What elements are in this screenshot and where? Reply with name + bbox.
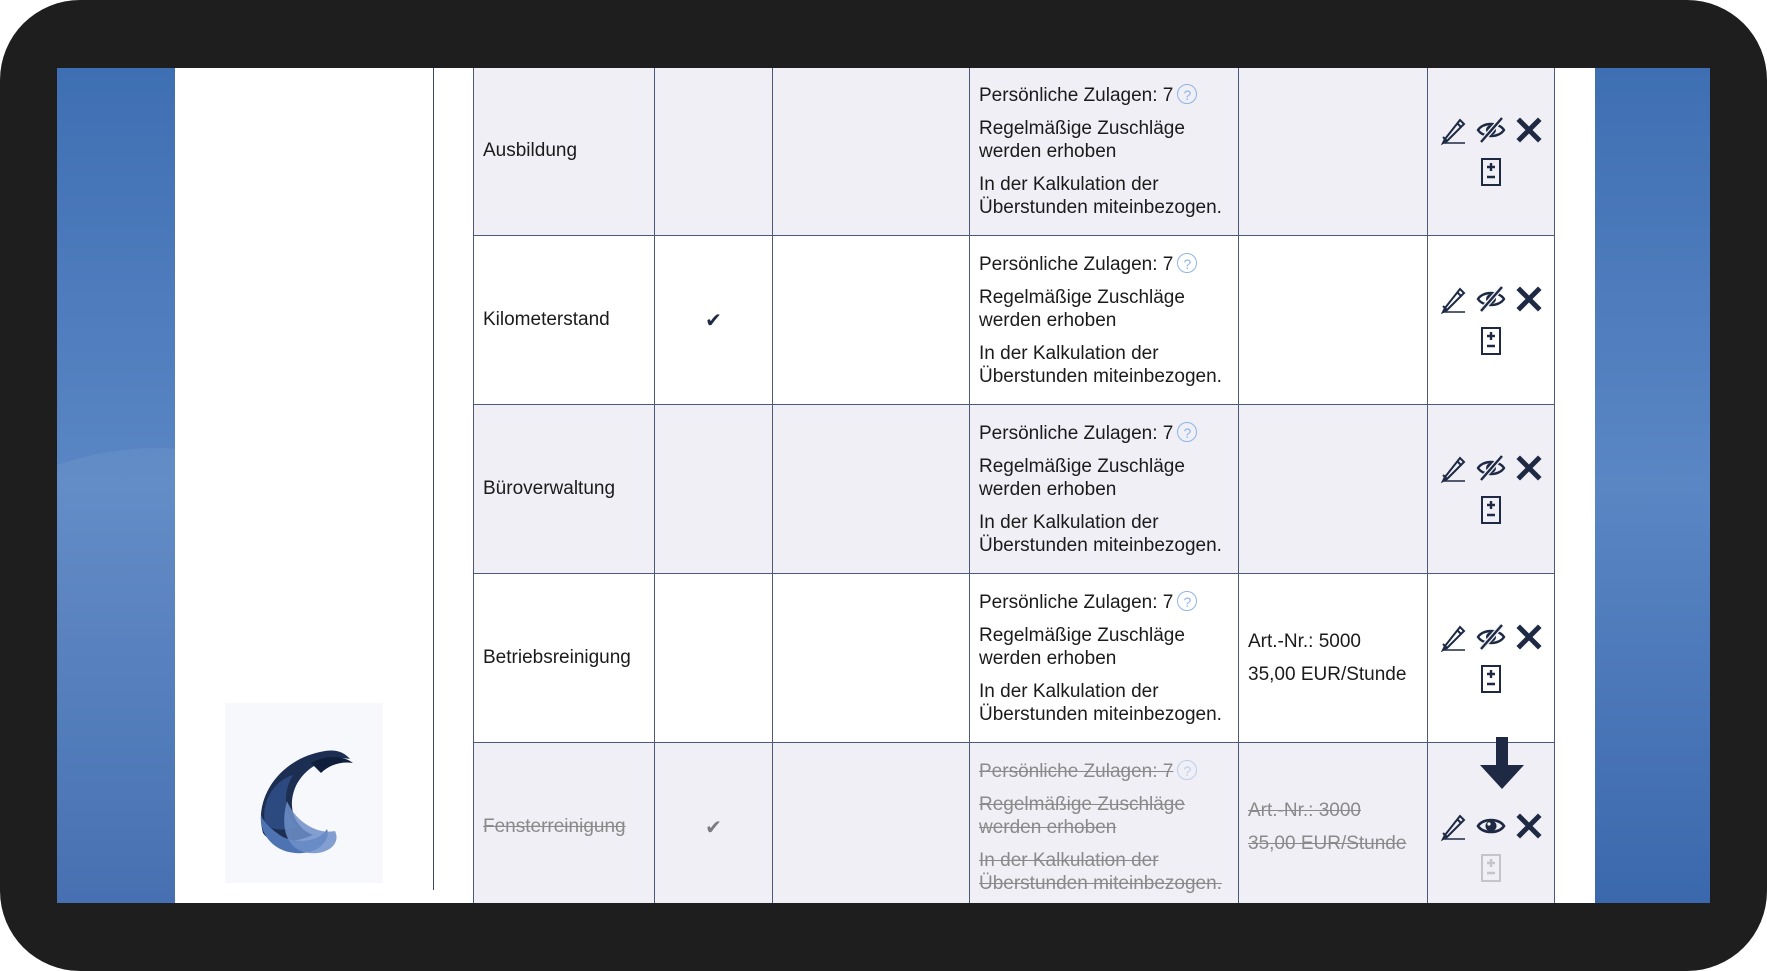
table-row (474, 405, 1555, 574)
checkmark-cell (655, 743, 773, 904)
empty-cell (773, 405, 970, 574)
checkmark-cell (655, 68, 773, 236)
help-icon[interactable]: ? (1177, 591, 1197, 611)
service-name: Ausbildung (483, 140, 578, 161)
eye-slash-icon[interactable] (1475, 621, 1507, 653)
help-icon[interactable]: ? (1177, 422, 1197, 442)
calculator-icon[interactable] (1475, 494, 1507, 526)
service-name: Kilometerstand (483, 309, 610, 330)
close-icon[interactable] (1513, 621, 1545, 653)
checkmark-icon: ✔ (705, 816, 722, 839)
empty-cell (773, 743, 970, 904)
actions-cell (1428, 405, 1555, 574)
info-allowance: Persönliche Zulagen: 7 ? (979, 591, 1229, 614)
info-cell (970, 405, 1239, 574)
service-name: Fensterreinigung (483, 816, 626, 837)
help-icon[interactable]: ? (1177, 84, 1197, 104)
service-name: Betriebsreinigung (483, 647, 631, 668)
info-surcharges: Regelmäßige Zuschläge werden erhoben (979, 286, 1185, 331)
empty-cell (773, 574, 970, 743)
info-allowance: Persönliche Zulagen: 7 ? (979, 760, 1229, 783)
eye-slash-icon[interactable] (1475, 452, 1507, 484)
close-icon[interactable] (1513, 810, 1545, 842)
pencil-icon[interactable] (1437, 283, 1469, 315)
info-overtime: In der Kalkulation der Überstunden miteinbezogen. (979, 342, 1222, 387)
article-price: 35,00 EUR/Stunde (1248, 833, 1407, 854)
info-surcharges: Regelmäßige Zuschläge werden erhoben (979, 624, 1185, 669)
service-name-cell (474, 743, 655, 904)
service-name-cell (474, 405, 655, 574)
eye-slash-icon[interactable] (1475, 114, 1507, 146)
table-row (474, 68, 1555, 236)
close-icon[interactable] (1513, 114, 1545, 146)
empty-cell (773, 236, 970, 405)
company-logo (225, 703, 383, 883)
eye-icon[interactable] (1475, 810, 1507, 842)
checkmark-cell (655, 405, 773, 574)
article-cell (1239, 236, 1428, 405)
table-row (474, 236, 1555, 405)
info-overtime: In der Kalkulation der Überstunden miteinbezogen. (979, 511, 1222, 556)
article-cell (1239, 405, 1428, 574)
actions-cell (1428, 236, 1555, 405)
service-name-cell (474, 236, 655, 405)
service-table (473, 68, 1555, 903)
desktop-background (57, 68, 1710, 903)
close-icon[interactable] (1513, 452, 1545, 484)
article-cell (1239, 743, 1428, 904)
actions-cell (1428, 743, 1555, 904)
article-number: Art.-Nr.: 3000 (1248, 800, 1361, 821)
sidebar (175, 68, 434, 890)
calculator-icon[interactable] (1475, 852, 1507, 884)
close-icon[interactable] (1513, 283, 1545, 315)
checkmark-icon: ✔ (705, 309, 722, 332)
info-cell (970, 236, 1239, 405)
info-allowance: Persönliche Zulagen: 7 ? (979, 422, 1229, 445)
info-surcharges: Regelmäßige Zuschläge werden erhoben (979, 455, 1185, 500)
pencil-icon[interactable] (1437, 114, 1469, 146)
info-overtime: In der Kalkulation der Überstunden miteinbezogen. (979, 680, 1222, 725)
empty-cell (773, 68, 970, 236)
info-overtime: In der Kalkulation der Überstunden miteinbezogen. (979, 849, 1222, 894)
calculator-icon[interactable] (1475, 325, 1507, 357)
actions-cell (1428, 68, 1555, 236)
pencil-icon[interactable] (1437, 810, 1469, 842)
table-row (474, 574, 1555, 743)
pencil-icon[interactable] (1437, 621, 1469, 653)
checkmark-cell (655, 236, 773, 405)
calculator-icon[interactable] (1475, 156, 1507, 188)
info-surcharges: Regelmäßige Zuschläge werden erhoben (979, 117, 1185, 162)
service-name: Büroverwaltung (483, 478, 616, 499)
actions-cell (1428, 574, 1555, 743)
calculator-icon[interactable] (1475, 663, 1507, 695)
checkmark-cell (655, 574, 773, 743)
info-cell (970, 743, 1239, 904)
help-icon[interactable]: ? (1177, 760, 1197, 780)
eye-slash-icon[interactable] (1475, 283, 1507, 315)
help-icon[interactable]: ? (1177, 253, 1197, 273)
info-surcharges: Regelmäßige Zuschläge werden erhoben (979, 793, 1185, 838)
info-allowance: Persönliche Zulagen: 7 ? (979, 84, 1229, 107)
article-number: Art.-Nr.: 5000 (1248, 631, 1361, 652)
info-overtime: In der Kalkulation der Überstunden miteinbezogen. (979, 173, 1222, 218)
pencil-icon[interactable] (1437, 452, 1469, 484)
service-name-cell (474, 574, 655, 743)
article-cell (1239, 68, 1428, 236)
table-row (474, 743, 1555, 904)
service-name-cell (474, 68, 655, 236)
article-price: 35,00 EUR/Stunde (1248, 664, 1407, 685)
app-page (175, 68, 1595, 903)
info-allowance: Persönliche Zulagen: 7 ? (979, 253, 1229, 276)
arrow-down-icon (1478, 737, 1526, 793)
info-cell (970, 574, 1239, 743)
article-cell (1239, 574, 1428, 743)
info-cell (970, 68, 1239, 236)
